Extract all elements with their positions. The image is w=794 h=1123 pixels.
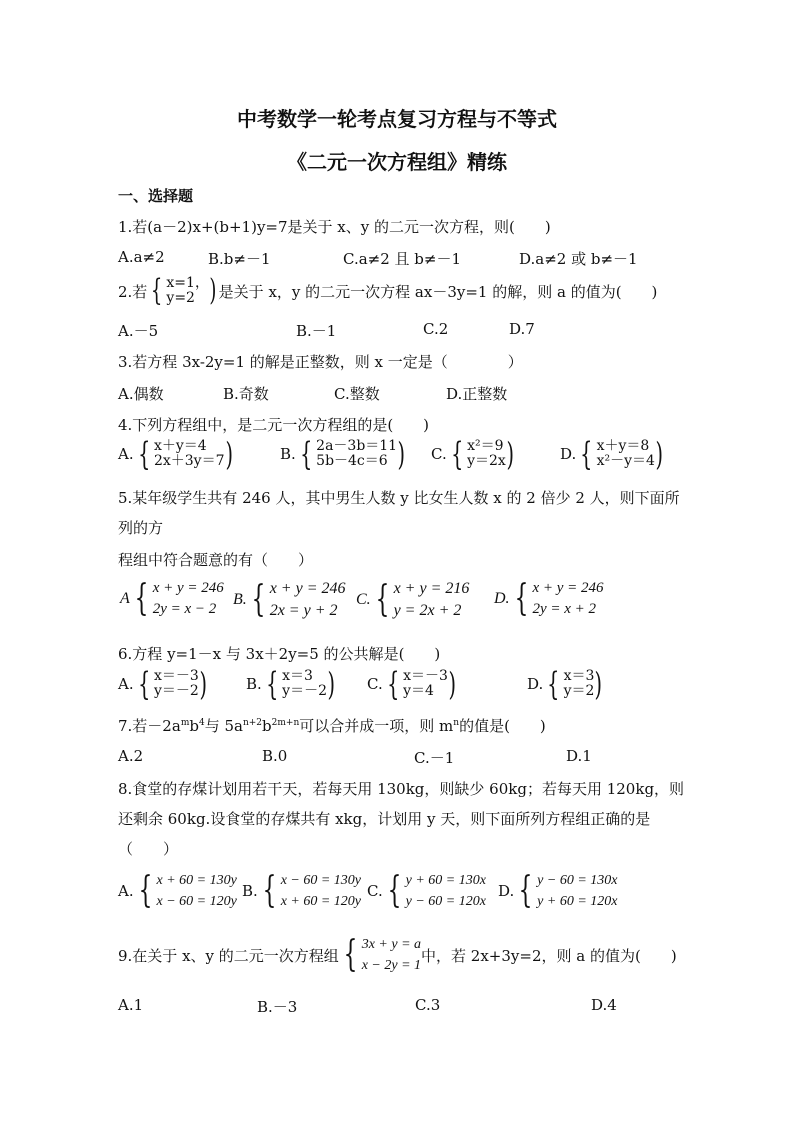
q7-option-a: A.2 xyxy=(118,747,144,765)
q2-eq2: y=2 xyxy=(166,290,195,307)
q2-prefix: 2.若 xyxy=(118,282,148,301)
q4-c-label: C. xyxy=(431,445,447,463)
q6-c-eq2: y＝4 xyxy=(403,683,434,699)
q4-option-c: C. { x²＝9 y＝2x ) xyxy=(431,435,514,473)
q7-text-3: 与 5a xyxy=(204,717,243,735)
q5-c-eq2: y = 2x + 2 xyxy=(393,602,462,620)
q6-option-b: B. { x＝3 y＝－2 ) xyxy=(246,665,335,703)
question-5-line-2: 列的方 xyxy=(118,519,164,537)
q6-option-a: A. { x＝－3 y＝－2 ) xyxy=(118,665,207,703)
q8-d-eq1: y − 60 = 130x xyxy=(537,873,618,888)
q9-eq1: 3x + y = a xyxy=(361,937,422,952)
q8-option-d: D. { y − 60 = 130x y + 60 = 120x xyxy=(498,870,618,911)
q3-option-d: D.正整数 xyxy=(446,385,508,403)
q6-c-label: C. xyxy=(367,675,383,693)
q7-exp-1: m xyxy=(180,718,190,728)
q5-b-label: B. xyxy=(233,591,247,609)
question-8-line-1: 8.食堂的存煤计划用若干天，若每天用 130kg，则缺少 60kg；若每天用 120kg，则 xyxy=(118,780,685,798)
document-subtitle: 《二元一次方程组》精练 xyxy=(287,150,507,174)
q5-d-eq1: x + y = 246 xyxy=(532,580,604,596)
q4-option-b: B. { 2a－3b＝11 5b－4c＝6 ) xyxy=(280,435,406,473)
question-3: 3.若方程 3x-2y=1 的解是正整数，则 x 一定是（ ） xyxy=(118,353,523,371)
q5-b-eq2: 2x = y + 2 xyxy=(269,602,338,620)
q1-option-a: A.a≠2 xyxy=(118,248,165,266)
q8-a-eq1: x + 60 = 130y xyxy=(156,873,237,888)
q6-d-eq1: x＝3 xyxy=(563,667,595,684)
q1-option-d: D.a≠2 或 b≠－1 xyxy=(519,250,638,268)
q2-eq1: x=1， xyxy=(166,275,209,291)
q4-c-eq2: y＝2x xyxy=(467,453,506,469)
q5-a-label: A xyxy=(120,590,130,607)
q7-text-4: b xyxy=(262,717,272,735)
q5-option-c: C. { x + y = 216 y = 2x + 2 xyxy=(356,578,469,623)
q5-d-label: D. xyxy=(494,590,510,607)
q9-eq2: x − 2y = 1 xyxy=(361,958,422,973)
q3-option-b: B.奇数 xyxy=(223,385,269,403)
q2-solution-system: { x=1， y=2 ) xyxy=(151,273,217,309)
q5-c-eq1: x + y = 216 xyxy=(393,580,470,597)
q7-text-1: 7.若－2a xyxy=(118,717,181,735)
q6-option-c: C. { x＝－3 y＝4 ) xyxy=(367,665,456,703)
question-5-line-3: 程组中符合题意的有（ ） xyxy=(118,551,314,569)
q4-d-eq1: x＋y＝8 xyxy=(596,437,650,454)
q2-text: 是关于 x，y 的二元一次方程 ax－3y=1 的解，则 a 的值为( ) xyxy=(218,282,658,301)
q6-b-eq2: y＝－2 xyxy=(282,683,327,699)
q7-exp-2: 4 xyxy=(198,718,205,728)
question-9: 9.在关于 x、y 的二元一次方程组 { 3x + y = a x − 2y = 1 中，若 2x+3y=2，则 a 的值为( ) xyxy=(118,934,677,975)
q2-option-c: C.2 xyxy=(423,320,449,338)
q9-option-c: C.3 xyxy=(415,996,441,1014)
q4-option-d: D. { x＋y＝8 x²－y＝4 ) xyxy=(560,435,663,473)
section-heading: 一、选择题 xyxy=(118,187,194,205)
q1-option-b: B.b≠－1 xyxy=(208,250,271,268)
q5-c-label: C. xyxy=(356,591,371,609)
q9-prefix: 9.在关于 x、y 的二元一次方程组 xyxy=(118,946,339,965)
q6-option-d: D. { x＝3 y＝2 ) xyxy=(527,665,603,703)
q6-c-eq1: x＝－3 xyxy=(403,667,448,684)
q5-option-a: A { x + y = 246 2y = x − 2 xyxy=(120,578,224,619)
q7-exp-4: 2m+n xyxy=(271,718,300,728)
q8-option-a: A. { x + 60 = 130y x − 60 = 120y xyxy=(118,870,237,911)
question-6: 6.方程 y=1－x 与 3x＋2y=5 的公共解是( ) xyxy=(118,645,441,663)
q1-option-c: C.a≠2 且 b≠－1 xyxy=(343,250,462,268)
q4-b-eq2: 5b－4c＝6 xyxy=(316,453,388,469)
q2-option-a: A.－5 xyxy=(118,322,159,340)
q5-option-d: D. { x + y = 246 2y = x + 2 xyxy=(494,578,604,619)
q4-d-eq2: x²－y＝4 xyxy=(596,453,655,469)
q8-a-eq2: x − 60 = 120y xyxy=(156,894,237,909)
q4-c-eq1: x²＝9 xyxy=(467,437,504,454)
q7-option-c: C.－1 xyxy=(414,749,455,767)
question-1: 1.若(a－2)x+(b+1)y=7是关于 x、y 的二元一次方程，则( ) xyxy=(118,218,551,236)
q7-option-d: D.1 xyxy=(566,747,592,765)
q4-b-eq1: 2a－3b＝11 xyxy=(316,437,398,454)
q8-c-eq2: y − 60 = 120x xyxy=(405,894,486,909)
q4-option-a: A. { x＋y＝4 2x＋3y＝7 ) xyxy=(118,435,233,473)
q8-option-b: B. { x − 60 = 130y x + 60 = 120y xyxy=(242,870,362,911)
question-8-line-3: （ ） xyxy=(118,840,179,858)
document-title: 中考数学一轮考点复习方程与不等式 xyxy=(237,107,557,131)
q3-option-a: A.偶数 xyxy=(118,385,164,403)
q9-option-d: D.4 xyxy=(591,996,617,1014)
question-7 xyxy=(118,715,546,736)
q8-b-eq2: x + 60 = 120y xyxy=(280,894,362,909)
q7-text-2: b xyxy=(189,717,199,735)
q4-b-label: B. xyxy=(280,445,296,463)
q5-d-eq2: 2y = x + 2 xyxy=(532,601,597,617)
q4-a-label: A. xyxy=(118,445,134,463)
q6-b-label: B. xyxy=(246,675,262,693)
q5-option-b: B. { x + y = 246 2x = y + 2 xyxy=(233,578,345,623)
question-4: 4.下列方程组中，是二元一次方程组的是( ) xyxy=(118,416,430,434)
q6-a-eq1: x＝－3 xyxy=(153,667,199,684)
q4-a-eq2: 2x＋3y＝7 xyxy=(153,453,225,469)
q7-text-5: 可以合并成一项，则 m xyxy=(299,717,454,735)
q7-exp-5: n xyxy=(453,718,460,728)
q7-exp-3: n+2 xyxy=(242,718,263,728)
q6-a-label: A. xyxy=(118,675,134,693)
q5-b-eq1: x + y = 246 xyxy=(269,580,346,597)
q7-option-b: B.0 xyxy=(262,747,288,765)
q8-option-c: C. { y + 60 = 130x y − 60 = 120x xyxy=(367,870,486,911)
q5-a-eq2: 2y = x − 2 xyxy=(152,601,217,617)
q9-text: 中，若 2x+3y=2，则 a 的值为( ) xyxy=(421,946,677,965)
q6-b-eq1: x＝3 xyxy=(282,667,313,684)
q9-option-b: B.－3 xyxy=(257,998,298,1016)
question-8-line-2: 还剩余 60kg.设食堂的存煤共有 xkg，计划用 y 天，则下面所列方程组正确的是 xyxy=(118,810,651,828)
q2-option-b: B.－1 xyxy=(296,322,337,340)
q4-d-label: D. xyxy=(560,445,577,463)
q8-d-label: D. xyxy=(498,882,515,900)
q6-d-eq2: y＝2 xyxy=(563,683,595,699)
q9-option-a: A.1 xyxy=(118,996,144,1014)
q8-b-eq1: x − 60 = 130y xyxy=(280,873,362,888)
question-5-line-1: 5.某年级学生共有 246 人，其中男生人数 y 比女生人数 x 的 2 倍少 2 人，则下面所 xyxy=(118,489,680,507)
q5-a-eq1: x + y = 246 xyxy=(152,580,224,596)
q8-a-label: A. xyxy=(118,882,134,900)
q8-b-label: B. xyxy=(242,882,258,900)
q3-option-c: C.整数 xyxy=(334,385,380,403)
q2-option-d: D.7 xyxy=(509,320,535,338)
q8-c-label: C. xyxy=(367,882,383,900)
question-2 xyxy=(118,273,658,309)
q4-a-eq1: x＋y＝4 xyxy=(153,437,207,454)
q6-a-eq2: y＝－2 xyxy=(153,683,199,699)
q7-text-6: 的值是( ) xyxy=(459,717,546,735)
q8-d-eq2: y + 60 = 120x xyxy=(537,894,618,909)
q8-c-eq1: y + 60 = 130x xyxy=(405,873,486,888)
q6-d-label: D. xyxy=(527,675,544,693)
